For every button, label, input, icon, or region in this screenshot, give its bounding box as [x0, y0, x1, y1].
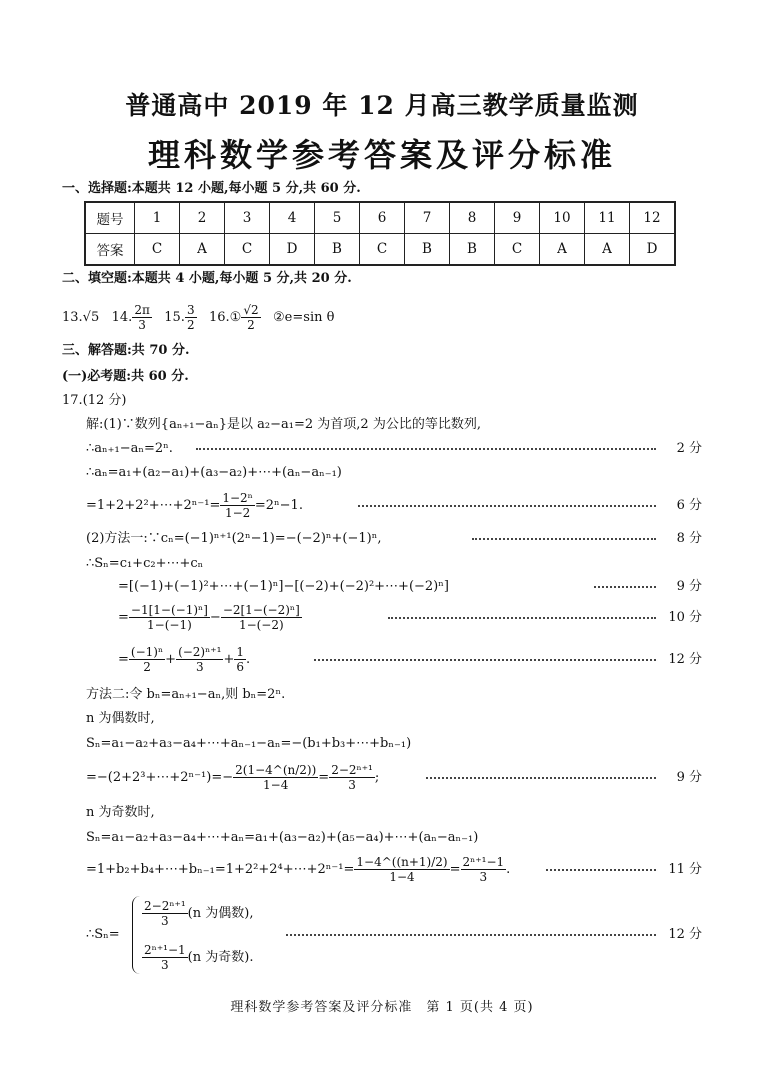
case-condition: (n 为偶数), — [187, 906, 254, 921]
score-label: 10 分 — [668, 610, 702, 625]
solution-line: 解:(1)∵数列{aₙ₊₁−aₙ}是以 a₂−a₁=2 为首项,2 为公比的等比数列, — [86, 417, 481, 432]
fraction — [142, 943, 188, 972]
expression-text: =2ⁿ−1. — [254, 498, 303, 513]
fraction-denominator: 1−(−1) — [147, 618, 192, 632]
table-cell: 9 — [495, 202, 540, 234]
case-condition: (n 为奇数). — [187, 950, 254, 965]
table-cell: 12 — [630, 202, 676, 234]
fraction — [233, 763, 318, 792]
fraction-numerator: −2[1−(−2)ⁿ] — [222, 603, 300, 617]
leader-dots — [382, 609, 662, 627]
answer-13: 13.√5 — [62, 310, 100, 325]
table-cell: B — [450, 234, 495, 266]
section3-heading: 三、解答题:共 70 分. — [62, 343, 190, 358]
table-cell: D — [630, 234, 676, 266]
expression-text: =1+b₂+b₄+⋯+bₙ₋₁=1+2²+2⁴+⋯+2ⁿ⁻¹= — [86, 862, 355, 877]
fraction — [220, 491, 255, 520]
fraction — [129, 603, 210, 632]
table-cell: 6 — [360, 202, 405, 234]
score-label: 6 分 — [676, 498, 702, 513]
score-label: 9 分 — [676, 770, 702, 785]
fraction-numerator: (−1)ⁿ — [130, 645, 164, 659]
answer-15-fraction — [185, 303, 197, 332]
table-cell: D — [270, 234, 315, 266]
fraction — [329, 763, 375, 792]
table-cell: 1 — [135, 202, 180, 234]
solution-line: ∴aₙ=a₁+(a₂−a₁)+(a₃−a₂)+⋯+(aₙ−aₙ₋₁) — [86, 465, 342, 480]
score-label: 12 分 — [668, 652, 702, 667]
score-label: 11 分 — [668, 862, 702, 877]
table-cell: A — [180, 234, 225, 266]
case-odd — [142, 940, 253, 976]
section1-heading: 一、选择题:本题共 12 小题,每小题 5 分,共 60 分. — [62, 181, 361, 196]
fraction — [176, 645, 223, 674]
table-cell: 3 — [225, 202, 270, 234]
table-cell: 4 — [270, 202, 315, 234]
table-cell: B — [405, 234, 450, 266]
solution-line: 方法二:令 bₙ=aₙ₊₁−aₙ,则 bₙ=2ⁿ. — [86, 687, 286, 702]
solution-line: = $\frac{\text{−1[1−(−1)ⁿ]}}{1-(-1)}$ − $\frac{\text{−2[1−(−2)ⁿ]}}{1-(-2)}$ — [118, 603, 300, 632]
fraction-denominator: 1−4 — [389, 870, 415, 884]
table-header-cell: 答案 — [85, 234, 135, 266]
table-cell: 11 — [585, 202, 630, 234]
page-footer: 理科数学参考答案及评分标准 第 1 页(共 4 页) — [230, 1000, 534, 1015]
fraction-numerator: −1[1−(−1)ⁿ] — [130, 603, 208, 617]
leader-dots — [190, 440, 662, 458]
fraction-numerator: 2−2ⁿ⁺¹ — [144, 899, 186, 913]
expression-text: =1+2+2²+⋯+2ⁿ⁻¹= — [86, 498, 221, 513]
answer-16-fraction — [241, 303, 260, 332]
table-row-numbers — [85, 202, 675, 234]
expression-text: =−(2+2³+⋯+2ⁿ⁻¹)=− — [86, 770, 234, 785]
table-cell: A — [540, 234, 585, 266]
table-cell: B — [315, 234, 360, 266]
leader-dots — [466, 530, 662, 548]
exam-title: 普通高中 2019 年 12 月高三教学质量监测 — [125, 91, 639, 120]
table-cell: 7 — [405, 202, 450, 234]
section2-heading: 二、填空题:本题共 4 小题,每小题 5 分,共 20 分. — [62, 271, 352, 286]
fraction — [234, 645, 246, 674]
leader-dots — [420, 769, 662, 787]
leader-dots — [308, 651, 662, 669]
solution-line: n 为奇数时, — [86, 805, 155, 820]
fraction-numerator: 2π — [134, 303, 150, 317]
fraction-numerator: 1−4^((n+1)/2) — [356, 855, 448, 869]
fraction-numerator: 2ⁿ⁺¹−1 — [462, 855, 505, 869]
score-label: 9 分 — [676, 579, 702, 594]
solution-line: ∴Sₙ= — [86, 927, 120, 942]
fraction-denominator: 1−(−2) — [238, 618, 284, 632]
solution-line: ∴aₙ₊₁−aₙ=2ⁿ. — [86, 441, 173, 456]
answer-16-part2: ②e=sin θ — [273, 310, 335, 325]
fraction-denominator: 3 — [161, 958, 169, 972]
table-cell: 5 — [315, 202, 360, 234]
fraction — [221, 603, 302, 632]
leader-dots — [280, 926, 662, 944]
score-label: 8 分 — [676, 531, 702, 546]
fraction-denominator: 6 — [236, 660, 244, 674]
fraction-numerator: 1 — [236, 645, 244, 659]
leader-dots — [540, 861, 662, 879]
table-cell: C — [495, 234, 540, 266]
document-subtitle: 理科数学参考答案及评分标准 — [147, 136, 616, 174]
answer-14-label: 14. — [111, 310, 133, 325]
fraction-denominator: 3 — [195, 660, 204, 674]
table-header-cell: 题号 — [85, 202, 135, 234]
table-cell: C — [360, 234, 405, 266]
case-even — [142, 896, 253, 932]
solution-line: Sₙ=a₁−a₂+a₃−a₄+⋯+aₙ=a₁+(a₃−a₂)+(a₅−a₄)+⋯+(aₙ−aₙ₋₁) — [86, 830, 479, 845]
fraction-numerator: 2ⁿ⁺¹−1 — [144, 943, 186, 957]
answer-table — [84, 201, 676, 266]
solution-line: n 为偶数时, — [86, 711, 155, 726]
solution-line: Sₙ=a₁−a₂+a₃−a₄+⋯+aₙ₋₁−aₙ=−(b₁+b₃+⋯+bₙ₋₁) — [86, 736, 412, 751]
table-cell: C — [225, 234, 270, 266]
table-row-answers — [85, 234, 675, 266]
fraction-denominator: 3 — [479, 870, 488, 884]
table-cell: 10 — [540, 202, 585, 234]
table-cell: C — [135, 234, 180, 266]
fraction-denominator: 3 — [348, 778, 356, 792]
section3-subheading: (一)必考题:共 60 分. — [62, 369, 189, 384]
table-cell: 2 — [180, 202, 225, 234]
fraction-denominator: 3 — [161, 914, 169, 928]
question-17-label: 17.(12 分) — [62, 393, 127, 408]
answer-14-fraction — [132, 303, 152, 332]
fraction — [354, 855, 449, 884]
fraction-denominator: 1−2 — [224, 506, 251, 520]
leader-dots — [588, 578, 662, 596]
answer-15-label: 15. — [164, 310, 185, 325]
fraction — [142, 899, 188, 928]
table-cell: 8 — [450, 202, 495, 234]
fraction-denominator: 2 — [186, 318, 195, 332]
solution-line: =1+b₂+b₄+⋯+bₙ₋₁=1+2²+2⁴+⋯+2ⁿ⁻¹= $\frac{1-4\^{}((n+1)/2)}{1-4}$ = $\frac{\text{2ⁿ⁺¹−1}}{3}$ . — [86, 855, 511, 884]
solution-line: ∴Sₙ=c₁+c₂+⋯+cₙ — [86, 556, 204, 571]
score-label: 12 分 — [668, 927, 702, 942]
solution-line: (2)方法一:∵cₙ=(−1)ⁿ⁺¹(2ⁿ−1)=−(−2)ⁿ+(−1)ⁿ, — [86, 531, 382, 546]
fraction-numerator: 2(1−4^(n/2)) — [235, 763, 317, 777]
fraction-numerator: (−2)ⁿ⁺¹ — [178, 645, 222, 659]
fraction-denominator: 2 — [247, 318, 255, 332]
fraction-numerator: 3 — [186, 303, 195, 317]
fraction — [129, 645, 165, 674]
answer-16-label: 16.① — [209, 310, 242, 325]
fraction-denominator: 3 — [138, 318, 146, 332]
solution-line: =[(−1)+(−1)²+⋯+(−1)ⁿ]−[(−2)+(−2)²+⋯+(−2)ⁿ] — [118, 579, 449, 594]
fraction-numerator: √2 — [243, 303, 259, 317]
fraction-numerator: 2−2ⁿ⁺¹ — [331, 763, 373, 777]
solution-line — [86, 488, 303, 524]
fraction — [461, 855, 507, 884]
score-label: 2 分 — [676, 441, 702, 456]
fraction-denominator: 1−4 — [263, 778, 289, 792]
leader-dots — [352, 497, 662, 515]
table-cell: A — [585, 234, 630, 266]
fill-in-answers — [62, 300, 334, 336]
fraction-numerator: 1−2ⁿ — [222, 491, 253, 505]
solution-line: = $\frac{\text{(−1)ⁿ}}{2}$ + $\frac{\text{(−2)ⁿ⁺¹}}{3}$ + $\frac{1}{6}$ . — [118, 645, 251, 674]
solution-line: =−(2+2³+⋯+2ⁿ⁻¹)=− $\frac{2(1-4\^{}(n/2))}{1-4}$ = $\frac{\text{2−2ⁿ⁺¹}}{3}$ ; — [86, 763, 380, 792]
fraction-denominator: 2 — [143, 660, 151, 674]
